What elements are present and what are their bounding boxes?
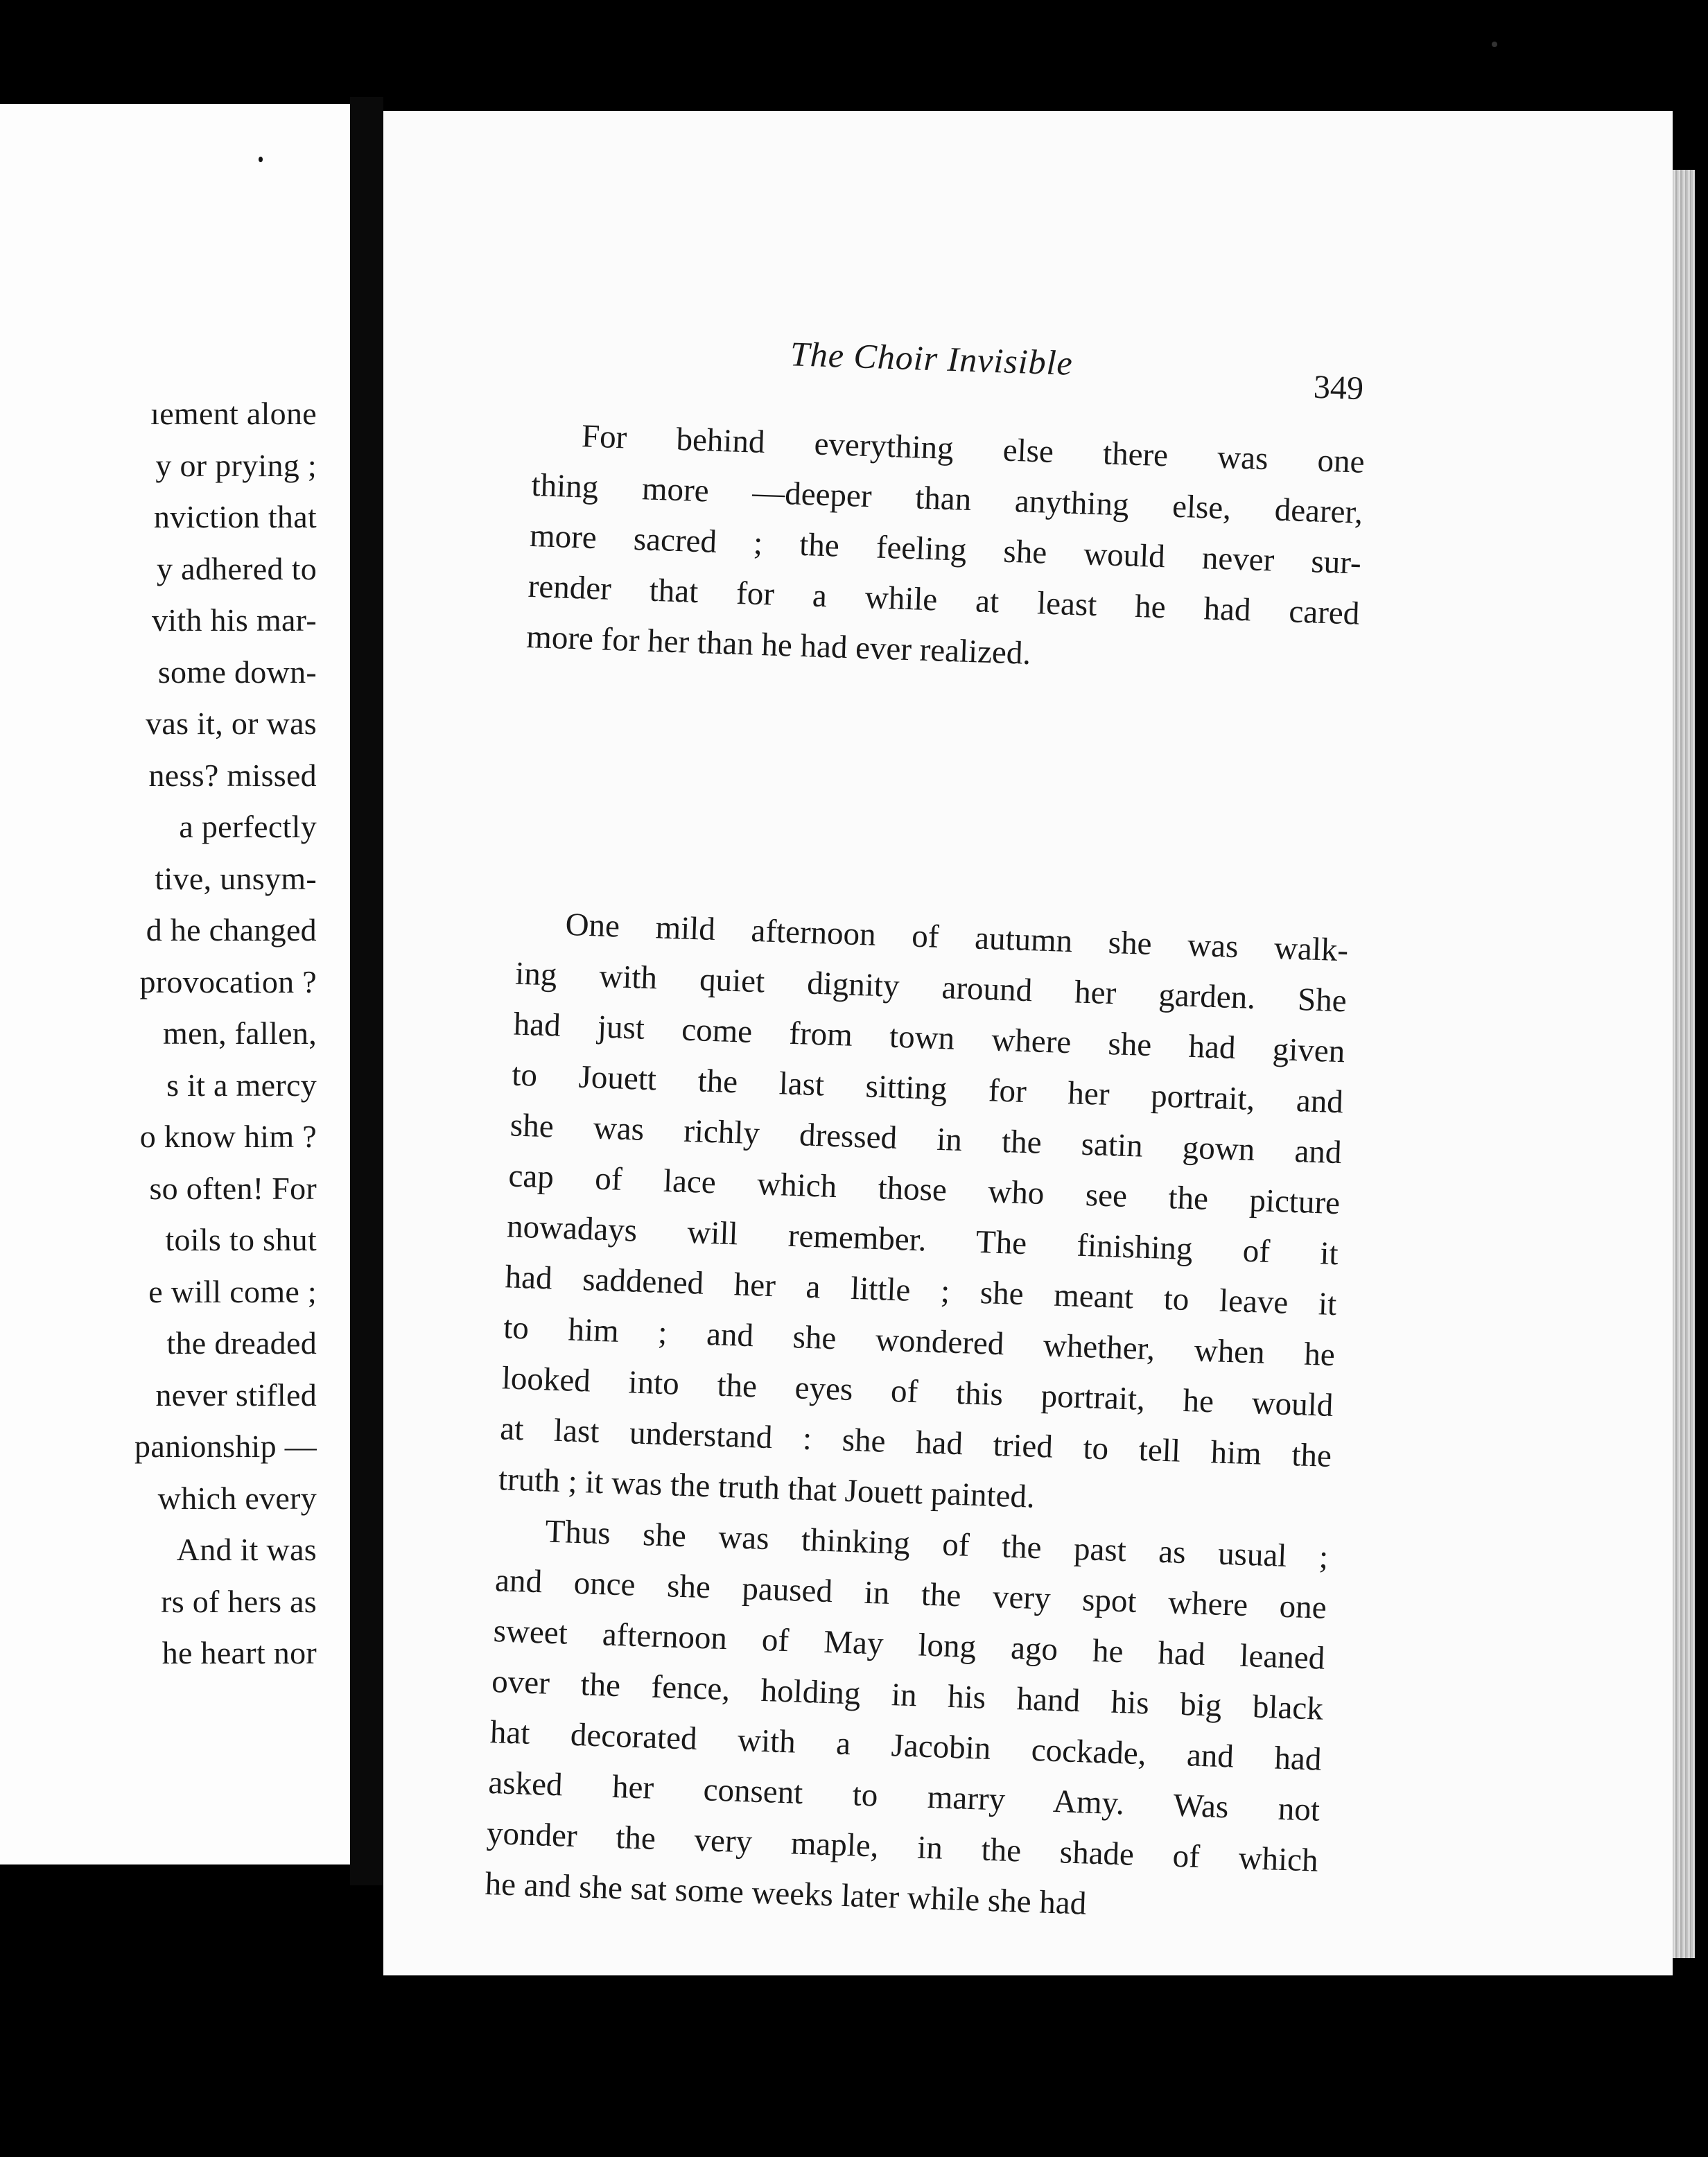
left-page-line: which every <box>157 1480 317 1516</box>
text-line: more sacred ; the feeling she would never sur- <box>529 517 1362 582</box>
text-line: asked her consent to marry Amy. Was not <box>487 1764 1321 1828</box>
text-line: For behind everything else there was one <box>581 418 1366 480</box>
page-edges <box>1673 170 1695 1958</box>
left-page-line: some down- <box>157 654 317 690</box>
left-page-line: ness? missed <box>148 757 317 793</box>
left-page-line: rs of hers as <box>161 1583 317 1619</box>
text-line: ing with quiet dignity around her garden. She <box>514 955 1348 1020</box>
text-line: to him ; and she wondered whether, when he <box>503 1309 1336 1374</box>
left-page-line: a perfectly <box>179 809 317 844</box>
left-page-line: never stifled <box>155 1377 317 1413</box>
left-page-line: so often! For <box>149 1170 317 1206</box>
left-page <box>0 104 350 1865</box>
left-page-line: toils to shut <box>165 1222 317 1257</box>
text-line: hat decorated with a Jacobin cockade, and had <box>489 1713 1323 1778</box>
text-line: yonder the very maple, in the shade of which <box>486 1815 1319 1879</box>
text-line: render that for a while at least he had cared <box>527 568 1361 632</box>
left-page-line: e will come ; <box>148 1273 317 1309</box>
left-page-line: ıement alone <box>150 396 317 431</box>
text-line: at last understand : she had tried to tell him the <box>499 1411 1332 1474</box>
text-line: thing more —deeper than anything else, dearer, <box>530 466 1363 531</box>
page-number: 349 <box>1313 368 1364 408</box>
left-page-line: And it was <box>176 1532 317 1567</box>
text-line: to Jouett the last sitting for her portrait, and <box>511 1056 1344 1121</box>
text-line: One mild afternoon of autumn she was walk- <box>564 906 1349 969</box>
text-line: and once she paused in the very spot where one <box>494 1562 1327 1626</box>
text-line: truth ; it was the truth that Jouett painted. <box>498 1461 1036 1515</box>
left-page-line: tive, unsym- <box>155 860 317 896</box>
scan-speck <box>259 157 263 162</box>
left-page-line: vith his mar- <box>151 602 317 638</box>
book-gutter <box>350 97 383 1885</box>
left-page-line: the dreaded <box>166 1325 317 1361</box>
scan-speck <box>1492 42 1497 47</box>
text-line: Thus she was thinking of the past as usual ; <box>544 1513 1329 1575</box>
left-page-line: nviction that <box>153 499 317 534</box>
running-head: The Choir Invisible <box>790 334 1074 383</box>
left-page-line: he heart nor <box>162 1635 317 1670</box>
left-page-line: s it a mercy <box>166 1067 317 1103</box>
left-page-line: panionship — <box>134 1429 317 1464</box>
left-page-line: d he changed <box>146 912 317 947</box>
text-line: nowadays will remember. The finishing of it <box>506 1208 1339 1273</box>
left-page-line: vas it, or was <box>146 706 317 741</box>
left-page-line: provocation ? <box>139 963 317 999</box>
text-line: she was richly dressed in the satin gown and <box>509 1107 1343 1171</box>
left-page-line: y adhered to <box>157 550 317 586</box>
text-line: he and she sat some weeks later while she had <box>484 1865 1088 1922</box>
left-page-line: men, fallen, <box>162 1015 317 1051</box>
left-page-line: y or prying ; <box>155 447 317 483</box>
text-line: looked into the eyes of this portrait, he would <box>501 1360 1334 1424</box>
text-line: cap of lace which those who see the picture <box>507 1158 1341 1222</box>
text-line: sweet afternoon of May long ago he had leaned <box>492 1613 1326 1677</box>
text-line: had saddened her a little ; she meant to leave it <box>504 1259 1337 1323</box>
text-line: over the fence, holding in his hand his big black <box>491 1663 1324 1727</box>
text-line: had just come from town where she had given <box>513 1006 1346 1070</box>
left-page-line: o know him ? <box>139 1119 317 1154</box>
text-line: more for her than he had ever realized. <box>525 618 1032 672</box>
